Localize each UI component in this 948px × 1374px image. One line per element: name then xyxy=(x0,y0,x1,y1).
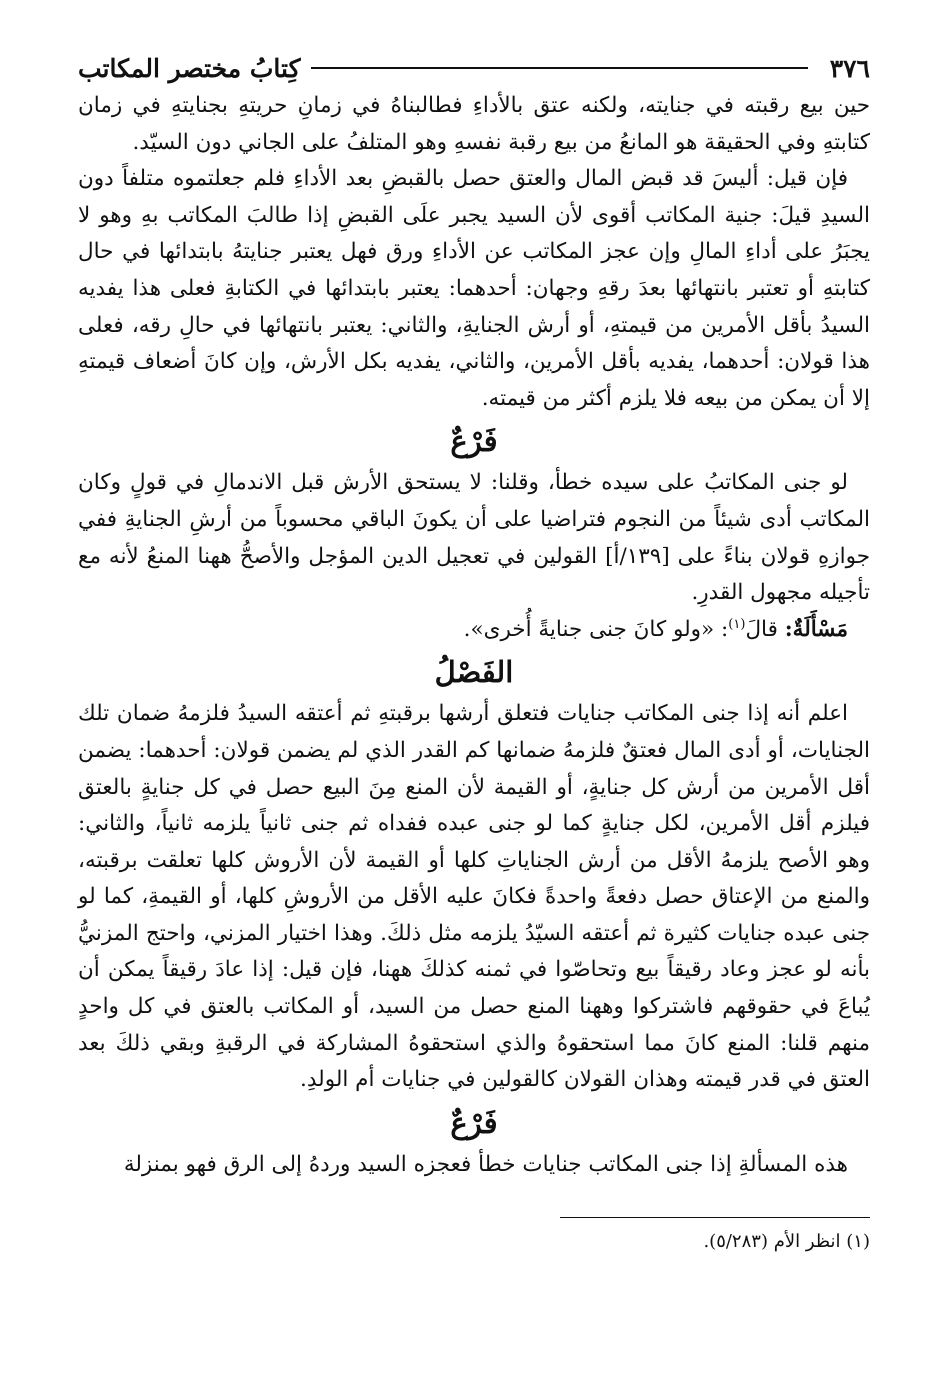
footnote: (١) انظر الأم (٥/٢٨٣). xyxy=(703,1231,870,1253)
masala-label: مَسْأَلَةٌ: xyxy=(784,616,848,642)
masala-quote: : «ولو كانَ جنى جنايةً أُخرى». xyxy=(463,616,729,642)
book-page xyxy=(78,48,870,1256)
page-header xyxy=(78,48,870,88)
book-title: كِتابُ مختصر المكاتب xyxy=(78,53,301,83)
masala-text: قالَ xyxy=(745,616,778,642)
paragraph-4: اعلم أنه إذا جنى المكاتب جنايات فتعلق أرشها برقبتهِ ثم أعتقه السيدُ فلزمهُ ضمان تلك الجنايات، أو أدى المال فعتقٌ فلزمهُ ضمانها كم القدر الذي لم يضمن قولان: أحدهما: يضمن أقل الأمرين من أرش كل جنايةٍ، أو القيمة لأن المنع مِنَ البيع حصل في كل جنايةٍ بالعتق فيلزم أقل الأمرين، لكل جنايةٍ كما لو جنى عبده ففداه ثم جنى ثانياً يلزمه ثانياً، والثاني: وهو الأصح يلزمهُ الأقل من أرش الجناياتِ كلها أو القيمة لأن الأروش كلها تعلقت برقبته، والمنع من الإعتاق حصل دفعةً واحدةً فكانَ عليه الأقل من الأروشِ كلها، أو القيمةِ، كما لو جنى عبده جنايات كثيرة ثم أعتقه السيّدُ يلزمه مثل ذلكَ. وهذا اختيار المزني، واحتج المزنيُّ بأنه لو عجز وعاد رقيقاً بيع وتحاصّوا في ثمنه كذلكَ ههنا، فإن قيل: إذا عادَ رقيقاً يمكن أن يُباعَ في حقوقهم فاشتركوا وههنا المنع حصل من السيد، أو المكاتب بالعتق في كل واحدٍ منهم قلنا: المنع كانَ مما استحقوهُ والذي استحقوهُ المشاركة في الرقبةِ وبقي ذلكَ بعد العتق في قدر قيمته وهذان القولان كالقولين في جنايات أم الولدِ. xyxy=(78,701,870,1093)
paragraph-5: هذه المسألةِ إذا جنى المكاتب جنايات خطأ فعجزه السيد وردهُ إلى الرق فهو بمنزلة xyxy=(123,1151,848,1177)
section-heading-far: فَرْعٌ xyxy=(450,424,498,459)
page-number: ٣٧٦ xyxy=(829,53,870,83)
footnote-reference: (١) xyxy=(728,616,746,632)
footnote-rule xyxy=(560,1217,870,1218)
paragraph-2: فإن قيل: أليسَ قد قبض المال والعتق حصل بالقبضِ بعد الأداءِ فلم جعلتموه متلفاً دون السيدِ قيلَ: جنية المكاتب أقوى لأن السيد يجبر علَى القبضِ إذا طالبَ المكاتب بهِ وهو لا يجبَرُ على أداءِ المالِ وإن عجز المكاتب عن الأداءِ ورق فهل يعتبر جنايتهُ بابتدائها في حال كتابتهِ أو تعتبر بانتهائها بعدَ رقهِ وجهان: أحدهما: يعتبر بابتدائها في الكتابةِ فعلى هذا يفديه السيدُ بأقل الأمرين من قيمتهِ، أو أرش الجنايةِ، والثاني: يعتبر بانتهائها في حالِ رقه، فعلى هذا قولان: أحدهما، يفديه بأقل الأمرين، والثاني، يفديه بكل الأرش، وإن كانَ أضعاف قيمتهِ إلا أن يمكن من بيعه فلا يلزم أكثر من قيمته. xyxy=(78,166,870,411)
section-heading-fasl: الفَصْلُ xyxy=(434,655,514,690)
header-rule xyxy=(311,67,808,69)
section-heading-far-2: فَرْعٌ xyxy=(450,1105,498,1140)
masala-line xyxy=(78,612,870,649)
paragraph-3: لو جنى المكاتبُ على سيده خطأ، وقلنا: لا يستحق الأرش قبل الاندمالِ في قولٍ وكان المكاتب أدى شيئاً من النجوم فتراضيا على أن يكونَ الباقي محسوباً من أرشِ الجنايةِ ففي جوازهِ قولان بناءً على [١٣٩/أ] القولين في تعجيل الدين المؤجل والأصحُّ ههنا المنعُ لأنه مع تأجيله مجهول القدرِ. xyxy=(78,470,870,606)
paragraph-1: حين بيع رقبته في جنايته، ولكنه عتق بالأداءِ فطالبناهُ في زمانِ حريتهِ بجنايتهِ في زمان كتابتهِ وفي الحقيقة هو المانعُ من بيع رقبة نفسهِ وهو المتلفُ على الجاني دون السيّد. xyxy=(78,93,870,155)
